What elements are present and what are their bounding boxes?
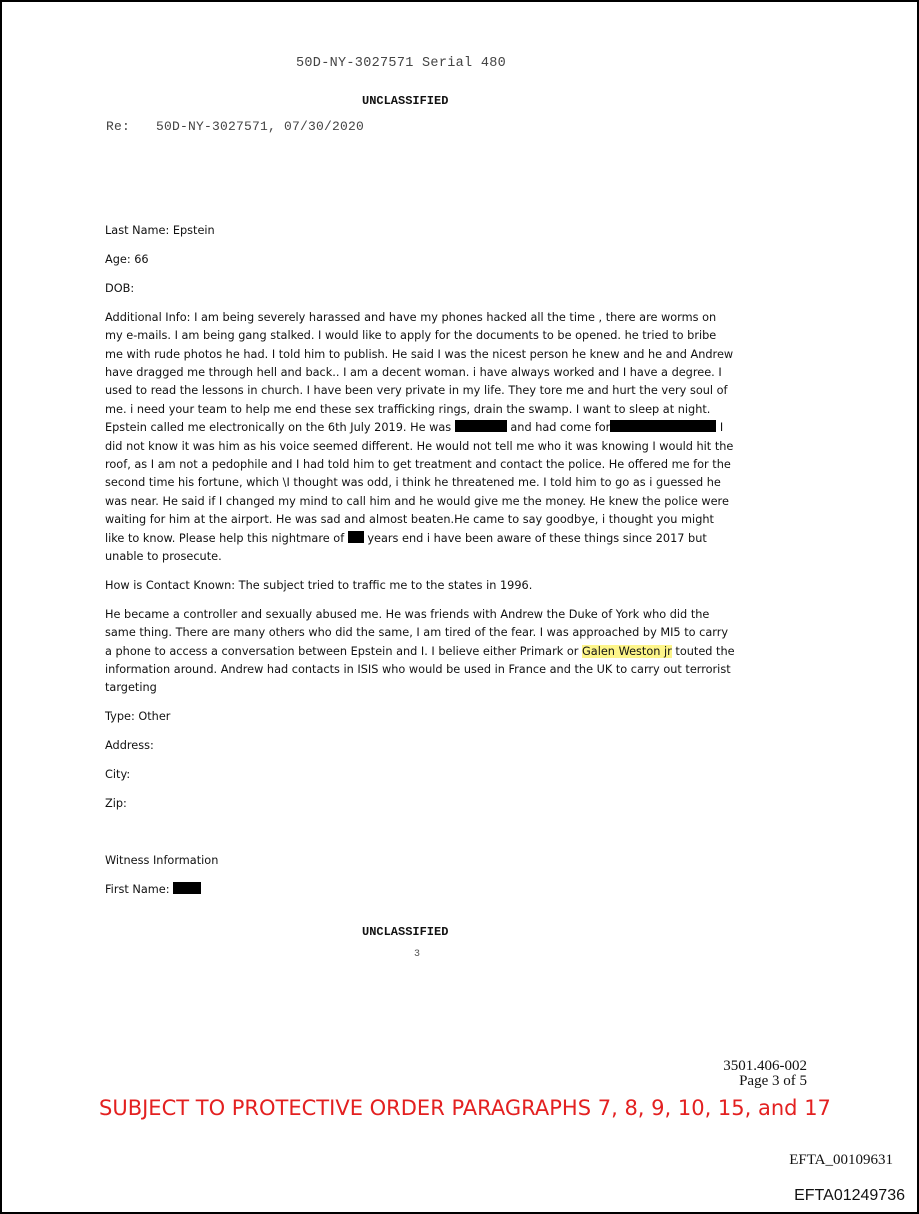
redaction-block (455, 420, 507, 432)
document-body (105, 222, 735, 910)
re-label: Re: (106, 119, 131, 134)
zip-field: Zip: (105, 797, 127, 811)
address-field: Address: (105, 739, 154, 753)
re-line (106, 119, 364, 134)
controller-text-2: touted the information around. Andrew had contacts in ISIS who would be used in France and the UK to carry out terrorist targeting (105, 644, 735, 695)
city-field: City: (105, 768, 131, 782)
redaction-block (610, 420, 716, 432)
controller-text-1: He became a controller and sexually abused me. He was friends with Andrew the Duke of York who did the same thing. There are many others who did the same, I am tired of the fear. I was approached by MI5 to carry a phone to access a conversation between Epstein and I. I believe either Primark or (105, 607, 729, 658)
witness-first-name-label: First Name: (105, 882, 174, 896)
serial-header: 50D-NY-3027571 Serial 480 (296, 56, 507, 71)
controller-paragraph (105, 606, 735, 698)
additional-info-text-1: Additional Info: I am being severely harassed and have my phones hacked all the time , there are worms on my e-mails. I am being gang stalked. I would like to apply for the documents to be opened. he tried to bribe me with rude photos he had. I told him to publish. He said I was the nicest person he knew and he and Andrew have dragged me through hell and back.. I am a decent woman. i have always worked and I have a degree. I used to read the lessons in church. I have been very private in my life. They tore me and hurt the very soul of me. i need your team to help me end these sex trafficking rings, drain the swamp. I want to sleep at night. Epstein called me electronically on the 6th July 2019. He was (105, 310, 734, 435)
type-field: Type: Other (105, 710, 171, 724)
witness-heading: Witness Information (105, 853, 219, 867)
exhibit-id: 3501.406-002 (723, 1058, 807, 1074)
efta-number-1: EFTA_00109631 (789, 1152, 893, 1168)
classification-top: UNCLASSIFIED (362, 94, 449, 108)
additional-info-paragraph (105, 309, 735, 567)
redaction-block (348, 531, 364, 543)
exhibit-stamp (723, 1059, 807, 1089)
re-value: 50D-NY-3027571, 07/30/2020 (156, 119, 365, 134)
additional-info-text-4: years end i have been aware of these things since 2017 but unable to prosecute. (105, 531, 707, 563)
highlighted-name: Galen Weston jr (582, 644, 672, 658)
page-of: Page 3 of 5 (739, 1073, 807, 1089)
redaction-block (173, 882, 201, 894)
protective-order-notice: SUBJECT TO PROTECTIVE ORDER PARAGRAPHS 7, 8, 9, 10, 15, and 17 (99, 1096, 831, 1120)
classification-bottom: UNCLASSIFIED (362, 925, 449, 939)
last-name-field: Last Name: Epstein (105, 224, 215, 237)
spacer (105, 824, 735, 852)
additional-info-text-2: and had come for (506, 421, 611, 435)
additional-info-text-3: I did not know it was him as his voice seemed different. He would not tell me who it was knowing I would hit the roof, as I am not a pedophile and I had told him to get treatment and contact the police. He offered me for the second time his fortune, which \I thought was odd, i think he threatened me. I told him to go as i guessed he was near. He said if I changed my mind to call him and he would give me the money. He knew the police were waiting for him at the airport. He was sad and almost beaten.He came to say goodbye, i thought you might like to know. Please help this nightmare of (105, 421, 734, 545)
dob-field: DOB: (105, 281, 135, 295)
page-number: 3 (414, 949, 421, 960)
efta-number-2: EFTA01249736 (794, 1187, 905, 1204)
contact-known-paragraph: How is Contact Known: The subject tried to traffic me to the states in 1996. (105, 578, 533, 592)
witness-first-name-field (105, 881, 735, 899)
age-field: Age: 66 (105, 252, 149, 266)
